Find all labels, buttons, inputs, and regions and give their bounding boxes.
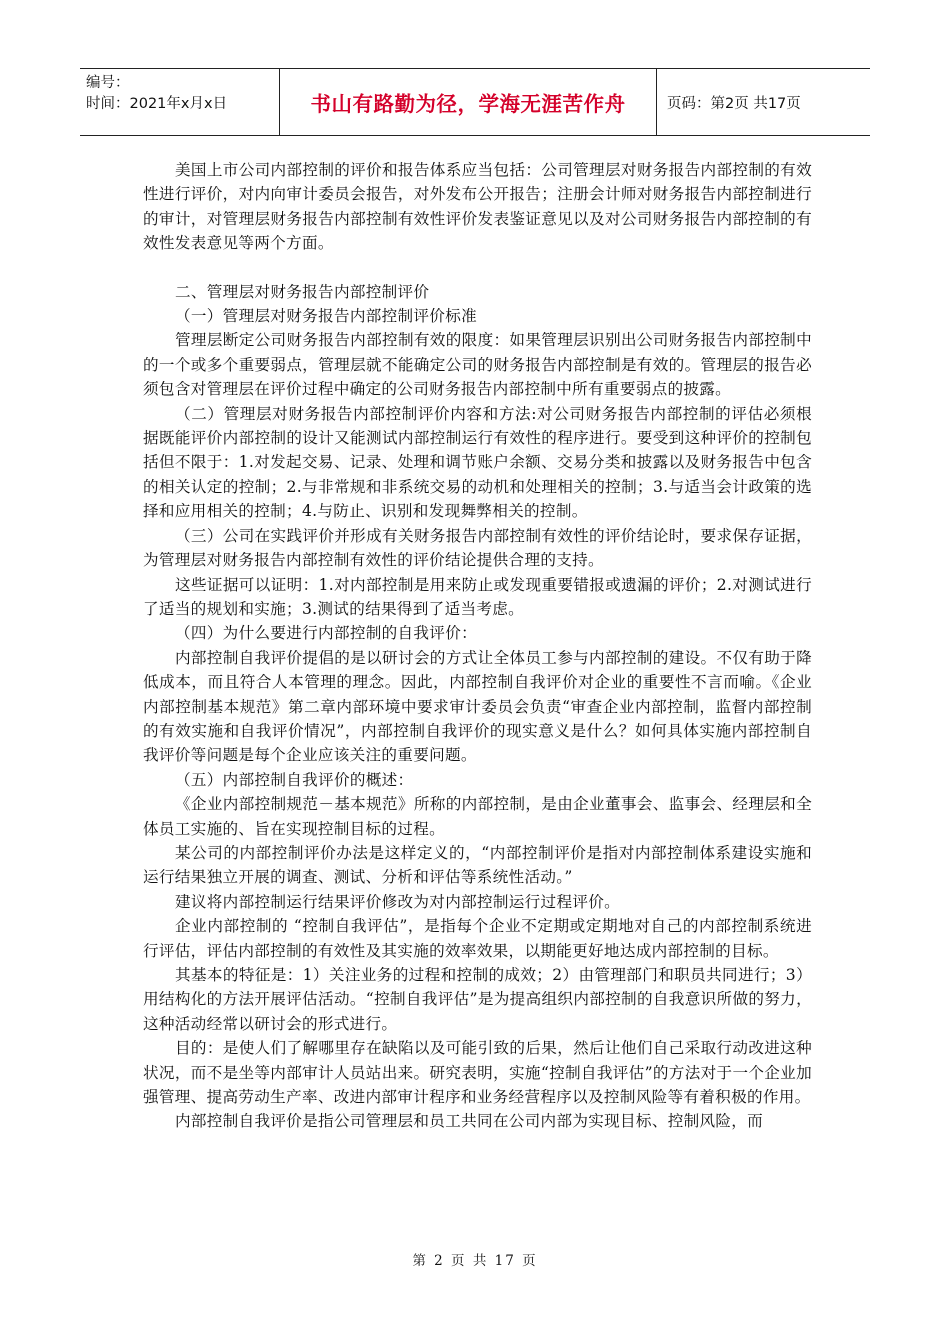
header-meta [80,69,280,135]
subsection-heading: （五）内部控制自我评价的概述： [175,770,414,789]
body-paragraph: 内部控制自我评价是指公司管理层和员工共同在公司内部为实现目标、控制风险，而 [175,1112,764,1131]
subsection-heading: （四）为什么要进行内部控制的自我评价： [175,624,477,643]
document-number-label: 编号： [86,75,130,91]
page-header [80,68,870,136]
body-paragraph: 企业内部控制的 “控制自我评估”，是指每个企业不定期或定期地对自己的内部控制系统进行评估，评估内部控制的有效性及其实施的效率效果，以期能更好地达成内部控制的目标。 [143,917,812,960]
body-paragraph: （三）公司在实践评价并形成有关财务报告内部控制有效性的评价结论时，要求保存证据，为管理层对财务报告内部控制有效性的评价结论提供合理的支持。 [143,526,812,570]
body-paragraph: 美国上市公司内部控制的评价和报告体系应当包括：公司管理层对财务报告内部控制的有效性进行评价，对内向审计委员会报告，对外发布公开报告；注册会计师对财务报告内部控制进行的审计，对管理层财务报告内部控制有效性评价发表鉴证意见以及对公司财务报告内部控制的有效性发表意见等两个方面。 [143,161,812,253]
body-paragraph: 某公司的内部控制评价办法是这样定义的，“内部控制评价是指对内部控制体系建设实施和运行结果独立开展的调查、测试、分析和评估等系统性活动。” [143,843,812,887]
section-heading: 二、管理层对财务报告内部控制评价 [175,282,430,301]
subsection-heading: （一）管理层对财务报告内部控制评价标准 [175,307,477,326]
header-page-cell [657,69,870,135]
body-paragraph: 《企业内部控制规范－基本规范》所称的内部控制，是由企业董事会、监事会、经理层和全体员工实施的、旨在实现控制目标的过程。 [143,795,812,838]
header-page-label: 页码：第2页 共17页 [667,95,801,112]
paragraph-spacer [143,256,812,280]
body-paragraph: 其基本的特征是：1）关注业务的过程和控制的成效；2）由管理部门和职员共同进行；3）用结构化的方法开展评估活动。“控制自我评估”是为提高组织内部控制的自我意识所做的努力，这种活动经常以研讨会的形式进行。 [143,966,812,1033]
body-paragraph: 目的：是使人们了解哪里存在缺陷以及可能引致的后果，然后让他们自己采取行动改进这种状况，而不是坐等内部审计人员站出来。研究表明，实施“控制自我评估”的方法对于一个企业加强管理、提高劳动生产率、改进内部审计程序和业务经营程序以及控制风险等有着积极的作用。 [143,1039,812,1107]
header-motto-cell [280,69,657,135]
document-body [143,158,812,1134]
body-paragraph: 内部控制自我评价提倡的是以研讨会的方式让全体员工参与内部控制的建设。不仅有助于降低成本，而且符合人本管理的理念。因此，内部控制自我评价对企业的重要性不言而喻。《企业内部控制基本规范》第二章内部环境中要求审计委员会负责“审查企业内部控制，监督内部控制的有效实施和自我评价情况”，内部控制自我评价的现实意义是什么？如何具体实施内部控制自我评价等问题是每个企业应该关注的重要问题。 [143,648,812,765]
page-footer: 第 2 页 共 17 页 [412,1253,538,1269]
body-paragraph: 建议将内部控制运行结果评价修改为对内部控制运行过程评价。 [175,892,621,911]
document-date-label: 时间：2021年x月x日 [86,96,228,112]
header-motto: 书山有路勤为径，学海无涯苦作舟 [310,92,626,116]
body-paragraph: 这些证据可以证明：1.对内部控制是用来防止或发现重要错报或遗漏的评价；2.对测试进行了适当的规划和实施；3.测试的结果得到了适当考虑。 [143,575,812,618]
body-paragraph: 管理层断定公司财务报告内部控制有效的限度：如果管理层识别出公司财务报告内部控制中的一个或多个重要弱点，管理层就不能确定公司的财务报告内部控制是有效的。管理层的报告必须包含对管理层在评价过程中确定的公司财务报告内部控制中所有重要弱点的披露。 [143,331,812,399]
body-paragraph: （二）管理层对财务报告内部控制评价内容和方法:对公司财务报告内部控制的评估必须根据既能评价内部控制的设计又能测试内部控制运行有效性的程序进行。要受到这种评价的控制包括但不限于：1.对发起交易、记录、处理和调节账户余额、交易分类和披露以及财务报告中包含的相关认定的控制；2.与非常规和非系统交易的动机和处理相关的控制；3.与适当会计政策的选择和应用相关的控制；4.与防止、识别和发现舞弊相关的控制。 [143,404,812,521]
